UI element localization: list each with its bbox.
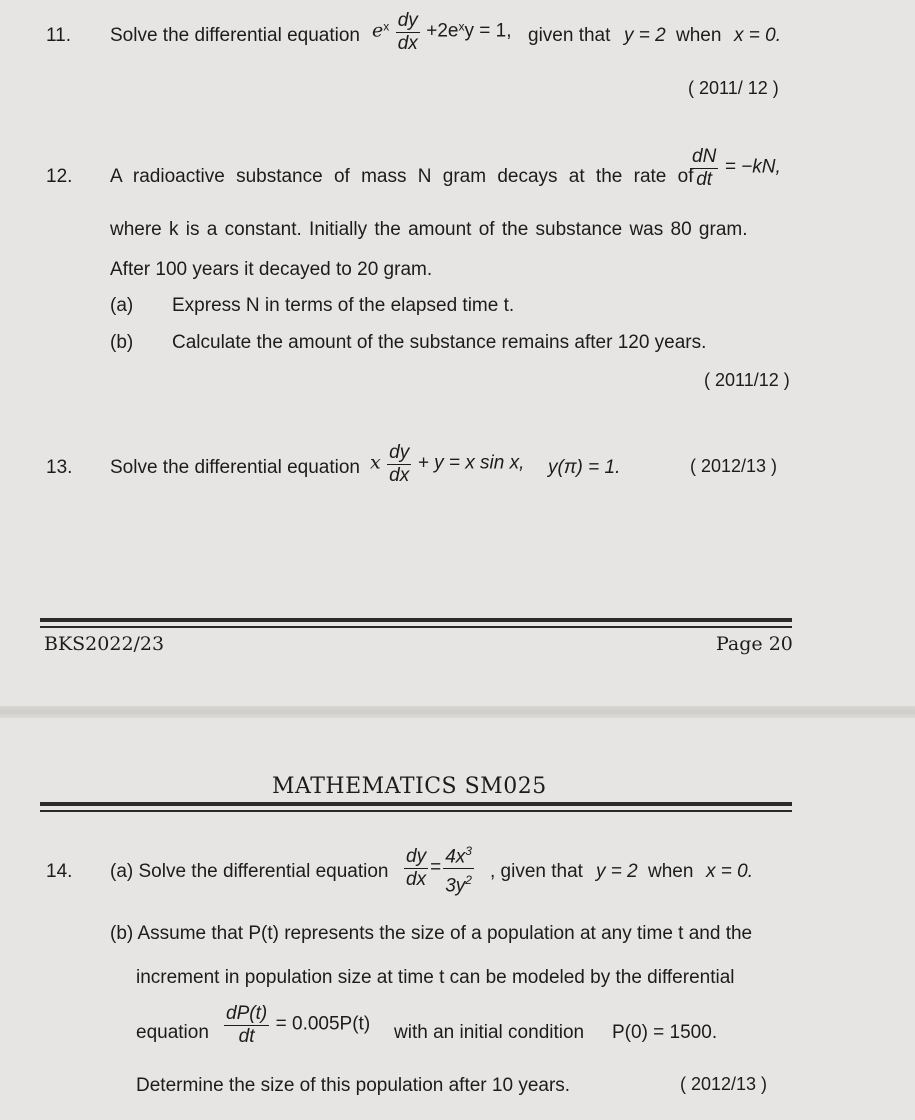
header-rule-thick — [40, 802, 792, 806]
page-separator — [0, 706, 915, 718]
q14-part-b-with: with an initial condition — [394, 1022, 585, 1043]
q14-part-a-given: , given that — [490, 861, 583, 882]
q12-part-b-label: (b) — [110, 332, 134, 353]
q13-reference: ( 2012/13 ) — [690, 456, 778, 476]
footer-rule-thick — [40, 618, 792, 622]
q12-part-a-label: (a) — [110, 295, 134, 316]
q11-text: Solve the differential equation — [110, 25, 360, 46]
q12-line3: After 100 years it decayed to 20 gram. — [110, 259, 433, 280]
q11-given: given that — [528, 25, 611, 46]
q14-part-a-cond-y: y = 2 — [596, 861, 638, 882]
q11-when: when — [676, 25, 722, 46]
q11-equation: $e^x$ $\frac{dy}{dx}$ $+2e^xy = 1$, — [372, 10, 512, 54]
q14-part-b-equation: $\frac{dP(t)}{dt}$ = 0.005P(t) — [226, 1003, 371, 1047]
footer-code: BKS2022/23 — [44, 633, 165, 655]
q11-cond-y: y = 2 — [624, 25, 666, 46]
q14-part-b-line1: (b) Assume that P(t) represents the size of a population at any time t and the — [110, 923, 753, 944]
q11-cond-x: x = 0. — [734, 25, 781, 46]
q12-line2: where k is a constant. Initially the amount of the substance was 80 gram. — [110, 219, 748, 240]
q12-equation: $\frac{dN}{dt}$ = −kN, — [692, 146, 781, 190]
q14-part-a-text: (a) Solve the differential equation — [110, 861, 389, 882]
q12-number: 12. — [46, 166, 73, 187]
q12-part-b-text: Calculate the amount of the substance remains after 120 years. — [172, 332, 707, 353]
q12-line1: A radioactive substance of mass N gram decays at the rate of — [110, 166, 694, 187]
q14-number: 14. — [46, 861, 73, 882]
page-header-title: MATHEMATICS SM025 — [272, 774, 547, 799]
q14-part-b-line2: increment in population size at time t can be modeled by the differential — [136, 967, 735, 988]
footer-rule-thin — [40, 626, 792, 628]
q14-part-b-equation-label: equation — [136, 1022, 209, 1043]
q14-part-a-equation: $\frac{dy}{dx}$ = $\frac{4x^3}{3y^2}$ — [402, 840, 476, 898]
header-rule-thin — [40, 810, 792, 812]
q14-reference: ( 2012/13 ) — [680, 1074, 768, 1094]
q14-part-b-condition: P(0) = 1500. — [612, 1022, 718, 1043]
q14-part-a-when: when — [648, 861, 694, 882]
q14-part-b-line4: Determine the size of this population after 10 years. — [136, 1075, 571, 1096]
q11-reference: ( 2011/ 12 ) — [688, 78, 779, 98]
q13-condition: y(π) = 1. — [548, 457, 621, 478]
q13-equation: x $\frac{dy}{dx}$ + y = x sin x, — [370, 442, 525, 486]
q12-part-a-text: Express N in terms of the elapsed time t. — [172, 295, 515, 316]
footer-page-number: Page 20 — [716, 633, 793, 655]
q13-text: Solve the differential equation — [110, 457, 360, 478]
q14-part-a-cond-x: x = 0. — [706, 861, 753, 882]
q11-number: 11. — [46, 25, 72, 46]
q13-number: 13. — [46, 457, 73, 478]
q12-reference: ( 2011/12 ) — [704, 370, 790, 390]
